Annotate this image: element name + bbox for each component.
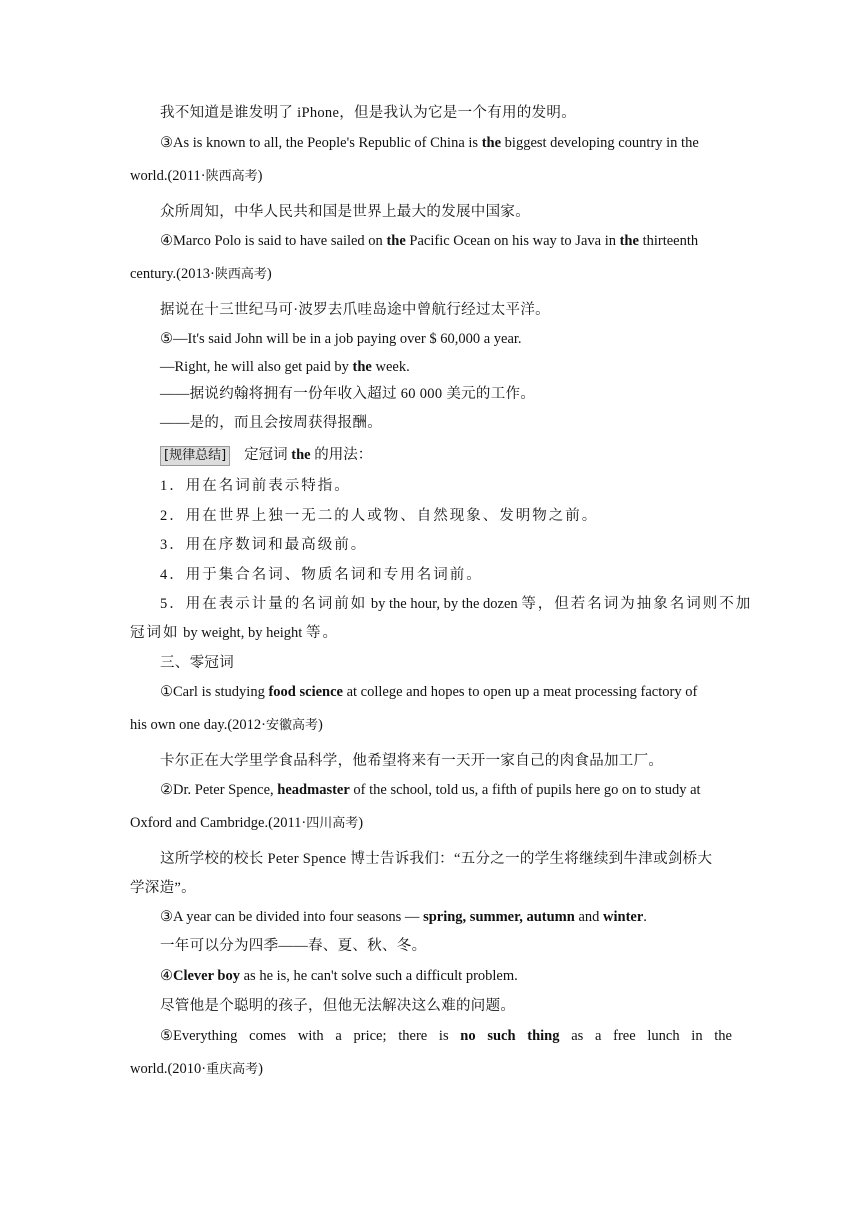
text: 的用法： — [310, 447, 373, 463]
text: 5．用在表示计量的名词前如 — [160, 596, 368, 612]
chinese-translation-line — [160, 202, 732, 222]
text: ) — [358, 815, 364, 831]
text: ①Carl is studying — [160, 684, 269, 700]
chinese-translation-continued — [130, 878, 732, 898]
text: thirteenth — [638, 233, 699, 249]
text: ) — [257, 168, 263, 184]
text: 等，但若名词为抽象名词则不加 — [521, 596, 753, 612]
text: ④Marco Polo is said to have sailed on — [160, 233, 387, 249]
exam-source: 安徽高考 — [265, 718, 318, 733]
bold-phrase: Clever boy — [173, 968, 240, 984]
word: ⑤Everything — [160, 1028, 238, 1044]
bold-word: no — [460, 1028, 476, 1044]
text: 等。 — [305, 625, 339, 641]
bold-article: the — [386, 233, 406, 249]
example-sentence — [160, 133, 732, 153]
word: there — [398, 1028, 428, 1044]
example-sentence-continued — [130, 1059, 732, 1080]
example-sentence-continued — [130, 166, 732, 187]
word: in — [691, 1028, 703, 1044]
bold-phrase: headmaster — [277, 782, 350, 798]
text: world.(2010· — [130, 1061, 207, 1077]
example-sentence-continued — [130, 813, 732, 834]
rule-item — [160, 535, 732, 555]
text: 我不知道是谁发明了 iPhone，但是我认为它是一个有用的发明。 — [160, 105, 577, 121]
text: 众所周知，中华人民共和国是世界上最大的发展中国家。 — [160, 204, 530, 220]
example-sentence — [160, 907, 732, 927]
text: 这所学校的校长 — [160, 851, 268, 867]
text: 卡尔正在大学里学食品科学，他希望将来有一天开一家自己的肉食品加工厂。 — [160, 753, 664, 769]
text: 3．用在序数词和最高级前。 — [160, 537, 368, 553]
text: ) — [266, 266, 272, 282]
text: ——是的，而且会按周获得报酬。 — [160, 415, 382, 431]
text: 一年可以分为四季——春、夏、秋、冬。 — [160, 938, 427, 954]
text: ②Dr. Peter Spence, — [160, 782, 278, 798]
text: ——据说约翰将拥有一份年收入超过 60 000 美元的工作。 — [160, 386, 536, 402]
example-sentence — [160, 357, 732, 377]
bold-word: such — [487, 1028, 516, 1044]
bold-phrase: winter — [603, 909, 644, 925]
example-sentence-justified — [160, 1026, 732, 1046]
text: at college and hopes to open up a meat processing factory of — [342, 684, 698, 700]
bold-article: the — [352, 359, 372, 375]
exam-source: 四川高考 — [306, 816, 359, 831]
text: 4．用于集合名词、物质名词和专用名词前。 — [160, 567, 483, 583]
text: ③A year can be divided into four seasons — — [160, 909, 424, 925]
bold-article: the — [619, 233, 639, 249]
text: 据说在十三世纪马可·波罗去爪哇岛途中曾航行经过太平洋。 — [160, 302, 550, 318]
example-sentence — [160, 780, 732, 800]
text: 定冠词 — [244, 447, 292, 463]
text: by the hour, by the dozen — [367, 596, 522, 612]
text: . — [643, 909, 647, 925]
word: free — [613, 1028, 636, 1044]
example-sentence-continued — [130, 715, 732, 736]
example-sentence — [160, 231, 732, 251]
chinese-translation-line — [160, 413, 732, 433]
chinese-translation-line — [160, 751, 732, 771]
word: is — [438, 1028, 449, 1044]
text: century.(2013· — [130, 266, 215, 282]
rule-item — [160, 506, 732, 526]
text: ⑤—It's said John will be in a job paying over $ 60,000 a year. — [160, 331, 522, 347]
text: his own one day.(2012· — [130, 717, 266, 733]
rule-item — [160, 594, 753, 614]
text: 1．用在名词前表示特指。 — [160, 478, 351, 494]
text: as he is, he can't solve such a difficult problem. — [240, 968, 518, 984]
text: 冠词如 — [130, 625, 180, 641]
exam-source: 陕西高考 — [205, 169, 258, 184]
bold-article: the — [481, 135, 502, 151]
word: lunch — [647, 1028, 680, 1044]
bold-word: thing — [527, 1028, 560, 1044]
rule-item — [160, 565, 732, 585]
text: Pacific Ocean on his way to Java in — [405, 233, 620, 249]
rule-summary-tag: [规律总结] — [160, 446, 230, 466]
bold-phrase: food science — [268, 684, 343, 700]
text: by weight, by height — [179, 625, 306, 641]
chinese-translation-line — [160, 996, 732, 1016]
chinese-translation-line — [160, 103, 732, 123]
chinese-translation-line — [160, 300, 732, 320]
word: price; — [353, 1028, 387, 1044]
section-heading — [160, 653, 732, 673]
text: ) — [258, 1061, 263, 1077]
word: the — [714, 1028, 732, 1044]
rule-item — [160, 476, 732, 496]
example-sentence-continued — [130, 264, 732, 285]
example-sentence — [160, 966, 732, 986]
text: Oxford and Cambridge.(2011· — [130, 815, 307, 831]
text: 三、零冠词 — [160, 655, 234, 671]
text: ④ — [160, 968, 173, 984]
text: 2．用在世界上独一无二的人或物、自然现象、发明物之前。 — [160, 508, 599, 524]
word: as — [571, 1028, 584, 1044]
text: of the school, told us, a fifth of pupils here go on to study at — [349, 782, 701, 798]
bold-article: the — [291, 447, 311, 463]
bold-phrase: spring, summer, autumn — [423, 909, 575, 925]
text: —Right, he will also get paid by — [160, 359, 353, 375]
word: with — [297, 1028, 324, 1044]
text: ) — [318, 717, 323, 733]
text: world.(2011· — [130, 168, 206, 184]
text: week. — [371, 359, 410, 375]
chinese-translation-line — [160, 936, 732, 956]
word: a — [595, 1028, 602, 1044]
word: a — [335, 1028, 342, 1044]
chinese-translation-line — [160, 849, 732, 869]
text: ③As is known to all, the People's Republic of China is — [160, 135, 482, 151]
example-sentence — [160, 329, 732, 349]
text: 学深造”。 — [130, 880, 196, 896]
text: 博士告诉我们：“五分之一的学生将继续到牛津或剑桥大 — [346, 851, 713, 867]
example-sentence — [160, 682, 732, 702]
text: and — [574, 909, 603, 925]
exam-source: 重庆高考 — [206, 1062, 259, 1077]
exam-source: 陕西高考 — [214, 267, 267, 282]
text: biggest developing country in the — [501, 135, 699, 151]
rule-item-continued — [130, 623, 732, 643]
text: 尽管他是个聪明的孩子，但他无法解决这么难的问题。 — [160, 998, 516, 1014]
text: Peter Spence — [267, 851, 347, 867]
rule-summary-heading — [160, 445, 732, 466]
word: comes — [249, 1028, 287, 1044]
chinese-translation-line — [160, 384, 732, 404]
